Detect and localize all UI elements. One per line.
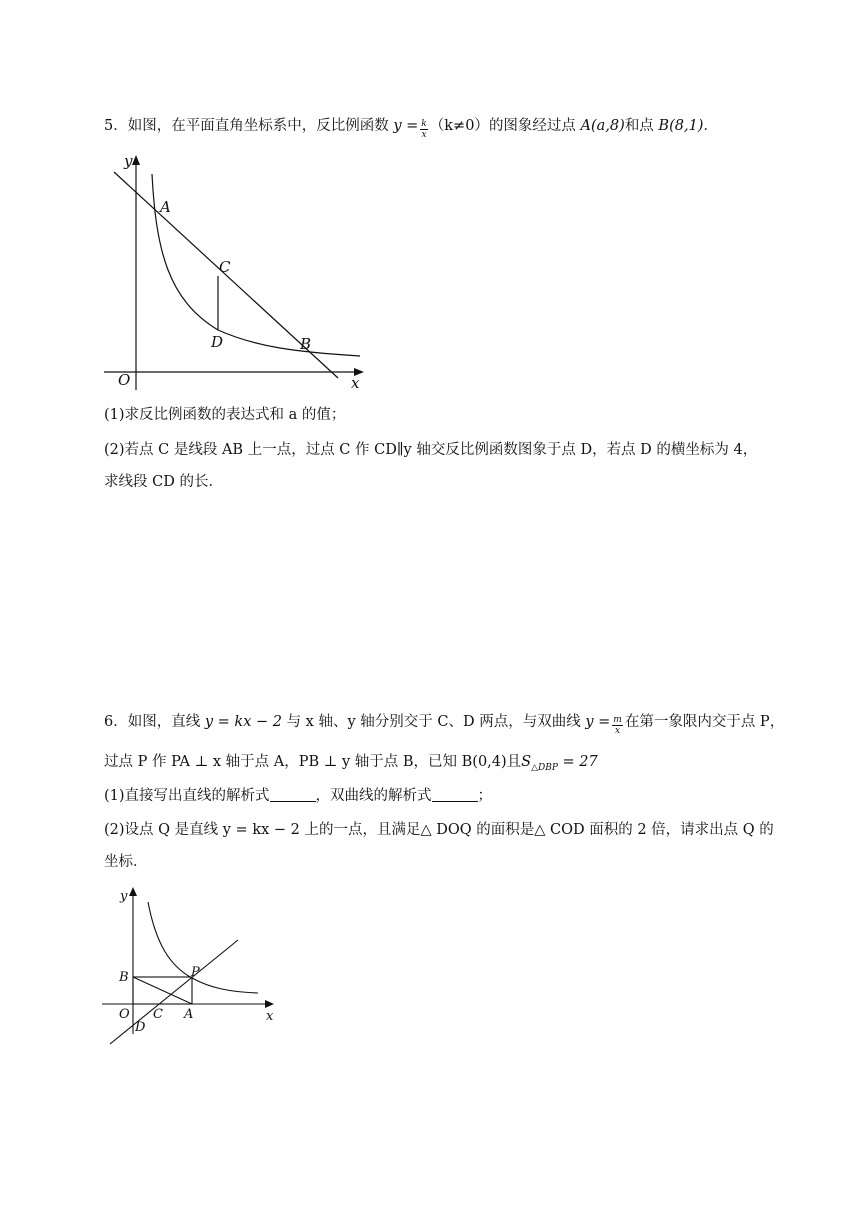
problem5-frac-num: k [421,119,427,129]
problem5-q2-line2: 求线段 CD 的长． [104,474,223,490]
problem5-stem-mid: 的图象经过点 [488,118,576,134]
problem6-blank-1[interactable] [270,787,316,802]
problem6-frac-den: x [615,726,621,736]
problem5-q2-line1: (2)若点 C 是线段 AB 上一点，过点 C 作 CD∥y 轴交反比例函数图象于点 D，若点 D 的横坐标为 4， [104,442,758,458]
problem6-label-c: C [153,1007,163,1022]
problem5-stem [104,116,718,140]
problem6-stem-end: 在第一象限内交于点 P， [624,714,785,730]
problem6-label-b: B [119,970,129,985]
problem6-stem [104,712,784,736]
problem5-func-y: y = [393,118,419,134]
problem5-fraction [420,119,427,140]
problem5-point-a: A(a,8) [580,118,625,134]
problem6-stem-mid: 与 x 轴、y 轴分别交于 C、D 两点，与双曲线 [286,714,581,730]
problem6-label-d: D [135,1020,146,1035]
problem5-q1: (1)求反比例函数的表达式和 a 的值； [104,407,346,423]
problem6-frac-num: m [613,715,622,725]
problem5-label-o: O [118,371,131,389]
problem6-fraction [612,715,623,736]
problem6-label-o: O [119,1007,130,1022]
problem5-stem-end: ． [703,118,718,134]
problem5-figure [96,150,376,390]
problem5-stem-and: 和点 [624,118,654,134]
problem6-stem-pre: 如图，直线 [127,714,201,730]
problem6-figure [100,884,290,1054]
problem6-line2 [104,752,598,778]
problem6-line-eq: y = kx − 2 [204,714,282,730]
problem6-blank-2[interactable] [432,787,478,802]
problem5-label-d: D [211,333,224,351]
problem5-label-b: B [300,335,312,353]
problem5-frac-den: x [421,130,427,140]
problem5-stem-cond: （k≠0） [429,118,489,134]
problem6-number: 6． [104,714,128,730]
problem6-area-sub: △DBP [531,763,558,773]
problem6-q1-mid: ，双曲线的解析式 [315,788,432,804]
problem5-label-x: x [351,374,360,392]
problem6-q2-line2: 坐标． [104,854,148,870]
problem5-label-c: C [219,258,231,276]
problem5-stem-pre: 如图，在平面直角坐标系中，反比例函数 [127,118,389,134]
problem5-point-b: B(8,1) [658,118,704,134]
problem6-area-s: S [521,754,532,770]
problem6-label-x: x [266,1009,274,1024]
problem5-label-a: A [160,198,171,216]
problem6-q1-end: ； [477,788,493,804]
problem6-label-a: A [184,1007,194,1022]
problem5-label-y: y [124,152,133,170]
problem6-q1-pre: (1)直接写出直线的解析式 [104,788,270,804]
problem6-area-val: = 27 [562,754,598,770]
problem6-func-y: y = [585,714,611,730]
problem6-q1 [104,786,492,806]
problem6-label-p: P [191,965,200,980]
problem5-number: 5． [104,118,128,134]
problem6-line2-pre: 过点 P 作 PA ⊥ x 轴于点 A，PB ⊥ y 轴于点 B，已知 B(0,4)且 [104,754,522,770]
problem6-label-y: y [120,889,128,904]
problem6-q2-line1: (2)设点 Q 是直线 y = kx − 2 上的一点，且满足△ DOQ 的面积是△ COD 面积的 2 倍，请求出点 Q 的 [104,822,774,838]
